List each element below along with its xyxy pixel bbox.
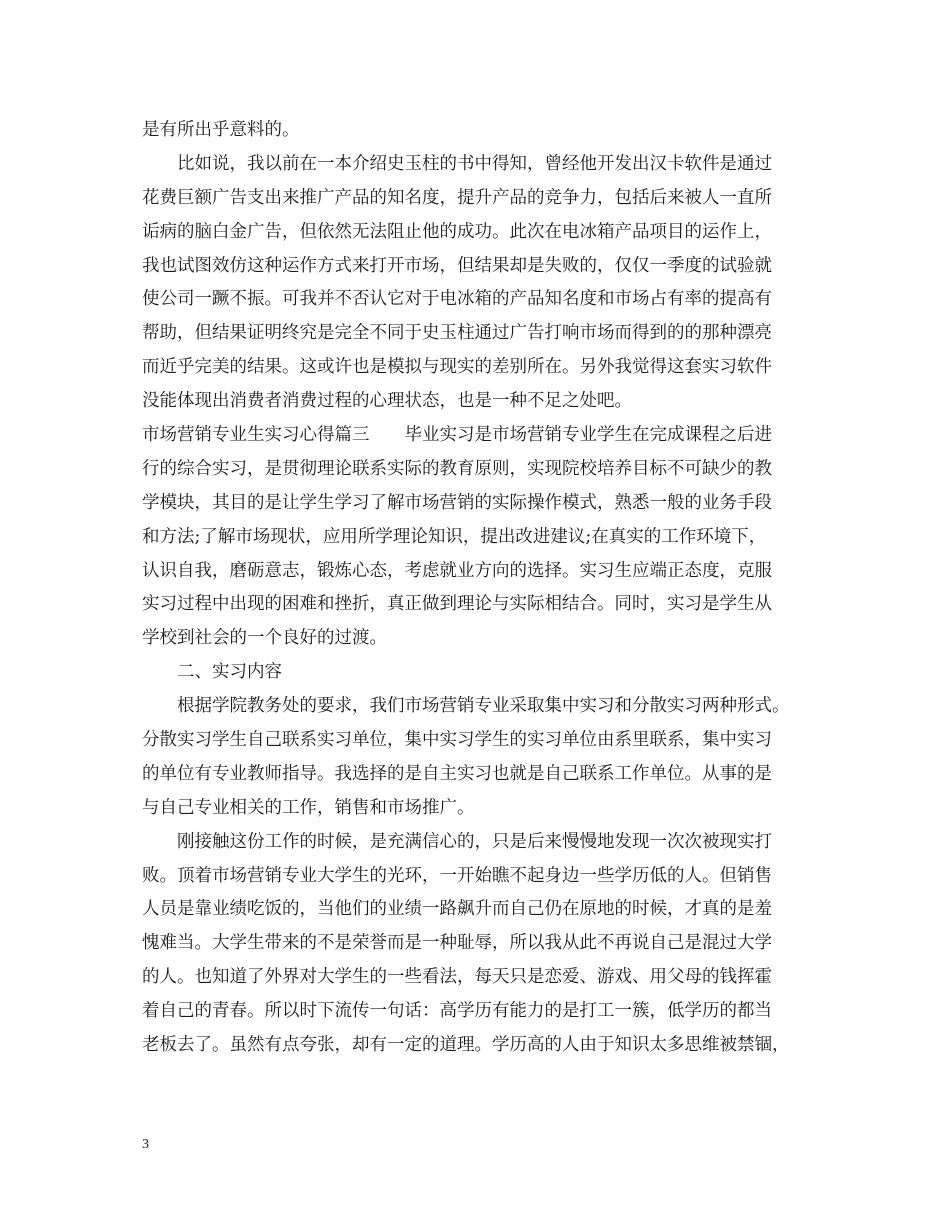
- text-line: 市场营销专业生实习心得篇三 毕业实习是市场营销专业学生在完成课程之后进: [142, 425, 772, 446]
- text-line: 没能体现出消费者消费过程的心理状态，也是一种不足之处吧。: [142, 391, 632, 412]
- text-line: 使公司一蹶不振。可我并不否认它对于电冰箱的产品知名度和市场占有率的提高有: [142, 289, 772, 310]
- text-line: 帮助，但结果证明终究是完全不同于史玉柱通过广告打响市场而得到的的那种漂亮: [142, 323, 772, 344]
- text-line: 着自己的青春。所以时下流传一句话：高学历有能力的是打工一簇，低学历的都当: [142, 1001, 772, 1022]
- text-line: 花费巨额广告支出来推广产品的知名度，提升产品的竞争力，包括后来被人一直所: [142, 187, 772, 208]
- text-line: 诟病的脑白金广告，但依然无法阻止他的成功。此次在电冰箱产品项目的运作上，: [142, 221, 772, 242]
- text-line: 学模块，其目的是让学生学习了解市场营销的实际操作模式，熟悉一般的业务手段: [142, 492, 772, 513]
- text-line: 愧难当。大学生带来的不是荣誉而是一种耻辱，所以我从此不再说自己是混过大学: [142, 933, 772, 954]
- text-line: 而近乎完美的结果。这或许也是模拟与现实的差别所在。另外我觉得这套实习软件: [142, 357, 772, 378]
- text-line: 的人。也知道了外界对大学生的一些看法，每天只是恋爱、游戏、用父母的钱挥霍: [142, 967, 772, 988]
- text-line: 认识自我，磨砺意志，锻炼心态，考虑就业方向的选择。实习生应端正态度，克服: [142, 560, 772, 581]
- page-number: 3: [142, 1137, 149, 1152]
- text-line: 学校到社会的一个良好的过渡。: [142, 628, 387, 649]
- text-line: 老板去了。虽然有点夸张，却有一定的道理。学历高的人由于知识太多思维被禁锢，: [142, 1035, 790, 1056]
- text-line: 二、实习内容: [177, 662, 282, 683]
- text-line: 分散实习学生自己联系实习单位，集中实习学生的实习单位由系里联系，集中实习: [142, 730, 772, 751]
- text-line: 败。顶着市场营销专业大学生的光环，一开始瞧不起身边一些学历低的人。但销售: [142, 865, 772, 886]
- text-line: 比如说，我以前在一本介绍史玉柱的书中得知，曾经他开发出汉卡软件是通过: [177, 153, 772, 174]
- text-line: 是有所出乎意料的。: [142, 120, 300, 140]
- text-line: 行的综合实习，是贯彻理论联系实际的教育原则，实现院校培养目标不可缺少的教: [142, 458, 772, 479]
- body-text: [142, 114, 812, 1063]
- text-line: 人员是靠业绩吃饭的，当他们的业绩一路飙升而自己仍在原地的时候，才真的是羞: [142, 899, 772, 920]
- text-line: 我也试图效仿这种运作方式来打开市场，但结果却是失败的，仅仅一季度的试验就: [142, 255, 772, 276]
- text-line: 与自己专业相关的工作，销售和市场推广。: [142, 797, 475, 818]
- text-line: 刚接触这份工作的时候，是充满信心的，只是后来慢慢地发现一次次被现实打: [177, 831, 772, 852]
- text-line: 和方法;了解市场现状，应用所学理论知识，提出改进建议;在真实的工作环境下，: [142, 526, 767, 547]
- text-line: 实习过程中出现的困难和挫折，真正做到理论与实际相结合。同时，实习是学生从: [142, 594, 772, 615]
- text-line: 的单位有专业教师指导。我选择的是自主实习也就是自己联系工作单位。从事的是: [142, 763, 772, 784]
- text-line: 根据学院教务处的要求，我们市场营销专业采取集中实习和分散实习两种形式。: [177, 696, 790, 717]
